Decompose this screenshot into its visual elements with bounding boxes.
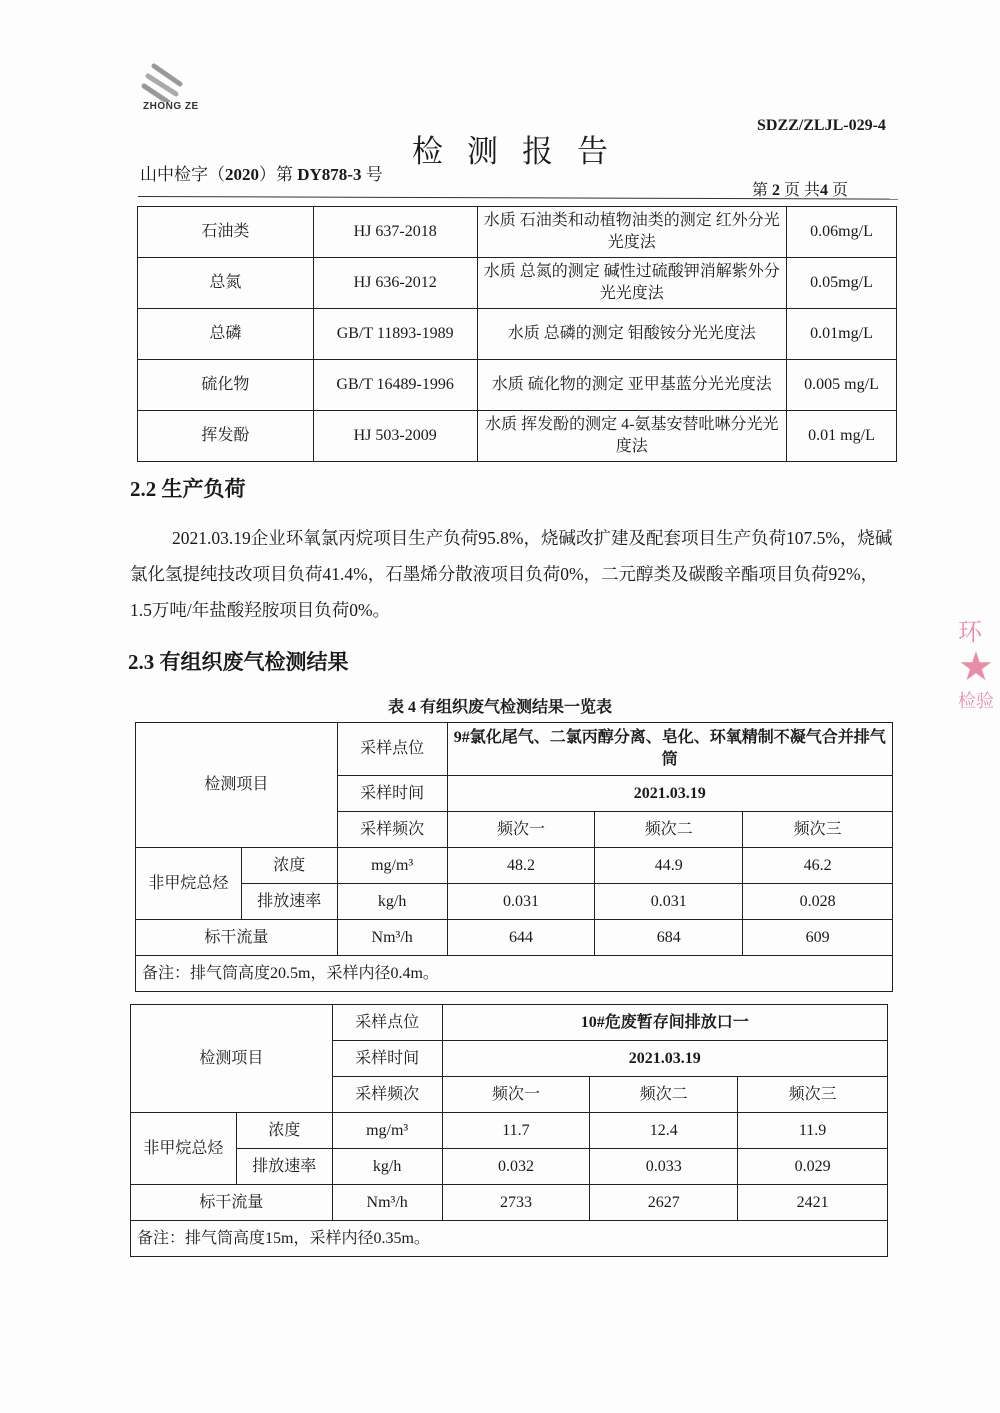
table-row <box>136 956 893 992</box>
method-name: 水质 石油类和动植物油类的测定 红外分光光度法 <box>477 207 787 258</box>
freq-2-header: 频次二 <box>595 812 743 848</box>
sampling-point-label: 采样点位 <box>337 723 447 776</box>
method-standard: HJ 637-2018 <box>313 207 477 258</box>
concentration-value: 48.2 <box>447 848 595 884</box>
table-caption: 表 4 有组织废气检测结果一览表 <box>387 699 612 716</box>
emission-rate-label: 排放速率 <box>236 1149 332 1185</box>
table-row <box>136 920 893 956</box>
emission-rate-value: 0.031 <box>447 884 595 920</box>
flow-value: 2733 <box>442 1185 590 1221</box>
table-row <box>138 258 897 309</box>
flow-unit: Nm³/h <box>332 1185 442 1221</box>
logo-text: ZHONG ZE <box>143 101 199 112</box>
gas-results-table-2 <box>130 1004 888 1257</box>
flow-label: 标干流量 <box>136 920 338 956</box>
report-no-mid: ）第 <box>259 165 298 184</box>
method-item: 石油类 <box>138 207 314 258</box>
methods-table <box>137 206 897 462</box>
freq-3-header: 频次三 <box>738 1077 888 1113</box>
report-no-id: DY878-3 <box>297 165 362 184</box>
flow-label: 标干流量 <box>131 1185 333 1221</box>
page-current: 2 <box>772 182 781 199</box>
emission-rate-value: 0.032 <box>442 1149 590 1185</box>
section-heading-production-load: 2.2 生产负荷 <box>130 477 246 501</box>
production-load-paragraph: 2021.03.19企业环氧氯丙烷项目生产负荷95.8%，烧碱改扩建及配套项目生产负荷107.5%，烧碱氯化氢提纯技改项目负荷41.4%，石墨烯分散液项目负荷0%，二元醇类及碳酸辛酯项目负荷92%，1.5万吨/年盐酸羟胺项目负荷0%。 <box>130 528 893 620</box>
freq-1-header: 频次一 <box>447 812 595 848</box>
report-number <box>140 160 383 185</box>
page-prefix: 第 <box>752 182 773 199</box>
freq-2-header: 频次二 <box>590 1077 738 1113</box>
table-row <box>138 411 897 462</box>
emission-rate-label: 排放速率 <box>241 884 337 920</box>
page-total: 4 <box>820 182 829 199</box>
emission-rate-value: 0.033 <box>590 1149 738 1185</box>
page-mid: 页 共 <box>780 182 821 199</box>
concentration-label: 浓度 <box>236 1113 332 1149</box>
flow-value: 684 <box>595 920 743 956</box>
method-item: 硫化物 <box>138 360 314 411</box>
pollutant-name: 非甲烷总烃 <box>136 848 242 920</box>
emission-rate-unit: kg/h <box>332 1149 442 1185</box>
flow-unit: Nm³/h <box>337 920 447 956</box>
concentration-value: 11.7 <box>442 1113 590 1149</box>
test-item-header: 检测项目 <box>131 1005 333 1113</box>
gas-results-table-1 <box>135 722 893 992</box>
flow-value: 2421 <box>738 1185 888 1221</box>
table-note: 备注：排气筒高度15m，采样内径0.35m。 <box>131 1221 888 1257</box>
flow-value: 2627 <box>590 1185 738 1221</box>
document-code: SDZZ/ZLJL-029-4 <box>757 117 886 134</box>
page-suffix: 页 <box>828 182 849 199</box>
table-row <box>136 884 893 920</box>
table-row <box>136 723 893 776</box>
section-heading-gas-results: 2.3 有组织废气检测结果 <box>128 650 349 674</box>
concentration-unit: mg/m³ <box>337 848 447 884</box>
official-seal-icon <box>958 612 1000 787</box>
method-item: 总氮 <box>138 258 314 309</box>
table-row <box>138 309 897 360</box>
sampling-freq-label: 采样频次 <box>337 812 447 848</box>
method-item: 挥发酚 <box>138 411 314 462</box>
method-limit: 0.01mg/L <box>787 309 897 360</box>
concentration-label: 浓度 <box>241 848 337 884</box>
table-row <box>131 1005 888 1041</box>
method-standard: GB/T 16489-1996 <box>313 360 477 411</box>
concentration-value: 44.9 <box>595 848 743 884</box>
emission-rate-value: 0.028 <box>743 884 893 920</box>
sampling-point-value: 10#危废暂存间排放口一 <box>442 1005 887 1041</box>
sampling-time-label: 采样时间 <box>337 776 447 812</box>
sampling-freq-label: 采样频次 <box>332 1077 442 1113</box>
method-limit: 0.005 mg/L <box>787 360 897 411</box>
method-name: 水质 总磷的测定 钼酸铵分光光度法 <box>477 309 787 360</box>
page-title: 检测报告 <box>412 134 632 170</box>
sampling-point-value: 9#氯化尾气、二氯丙醇分离、皂化、环氧精制不凝气合并排气筒 <box>447 723 892 776</box>
sampling-time-label: 采样时间 <box>332 1041 442 1077</box>
seal-text-bottom: 检验 <box>958 691 994 712</box>
method-standard: HJ 636-2012 <box>313 258 477 309</box>
concentration-value: 12.4 <box>590 1113 738 1149</box>
emission-rate-unit: kg/h <box>337 884 447 920</box>
sampling-time-value: 2021.03.19 <box>447 776 892 812</box>
table-note: 备注：排气筒高度20.5m，采样内径0.4m。 <box>136 956 893 992</box>
emission-rate-value: 0.029 <box>738 1149 888 1185</box>
method-limit: 0.05mg/L <box>787 258 897 309</box>
table-row <box>131 1221 888 1257</box>
flow-value: 644 <box>447 920 595 956</box>
method-standard: HJ 503-2009 <box>313 411 477 462</box>
sampling-point-label: 采样点位 <box>332 1005 442 1041</box>
table-row <box>138 360 897 411</box>
table-row <box>138 207 897 258</box>
method-limit: 0.06mg/L <box>787 207 897 258</box>
pollutant-name: 非甲烷总烃 <box>131 1113 237 1185</box>
freq-3-header: 频次三 <box>743 812 893 848</box>
table-row <box>131 1113 888 1149</box>
seal-text-top: 环 <box>958 618 982 646</box>
method-item: 总磷 <box>138 309 314 360</box>
report-no-prefix: 山中检字（ <box>140 165 225 184</box>
method-name: 水质 总氮的测定 碱性过硫酸钾消解紫外分光光度法 <box>477 258 787 309</box>
page-number <box>752 177 848 200</box>
freq-1-header: 频次一 <box>442 1077 590 1113</box>
method-standard: GB/T 11893-1989 <box>313 309 477 360</box>
table-row <box>131 1149 888 1185</box>
seal-star-icon: ★ <box>958 644 994 690</box>
concentration-value: 11.9 <box>738 1113 888 1149</box>
emission-rate-value: 0.031 <box>595 884 743 920</box>
concentration-value: 46.2 <box>743 848 893 884</box>
method-name: 水质 挥发酚的测定 4-氨基安替吡啉分光光度法 <box>477 411 787 462</box>
table-row <box>131 1185 888 1221</box>
test-item-header: 检测项目 <box>136 723 338 848</box>
report-no-suffix: 号 <box>361 165 383 184</box>
method-name: 水质 硫化物的测定 亚甲基蓝分光光度法 <box>477 360 787 411</box>
sampling-time-value: 2021.03.19 <box>442 1041 887 1077</box>
flow-value: 609 <box>743 920 893 956</box>
method-limit: 0.01 mg/L <box>787 411 897 462</box>
table-row <box>136 848 893 884</box>
concentration-unit: mg/m³ <box>332 1113 442 1149</box>
report-no-year: 2020 <box>225 165 259 184</box>
